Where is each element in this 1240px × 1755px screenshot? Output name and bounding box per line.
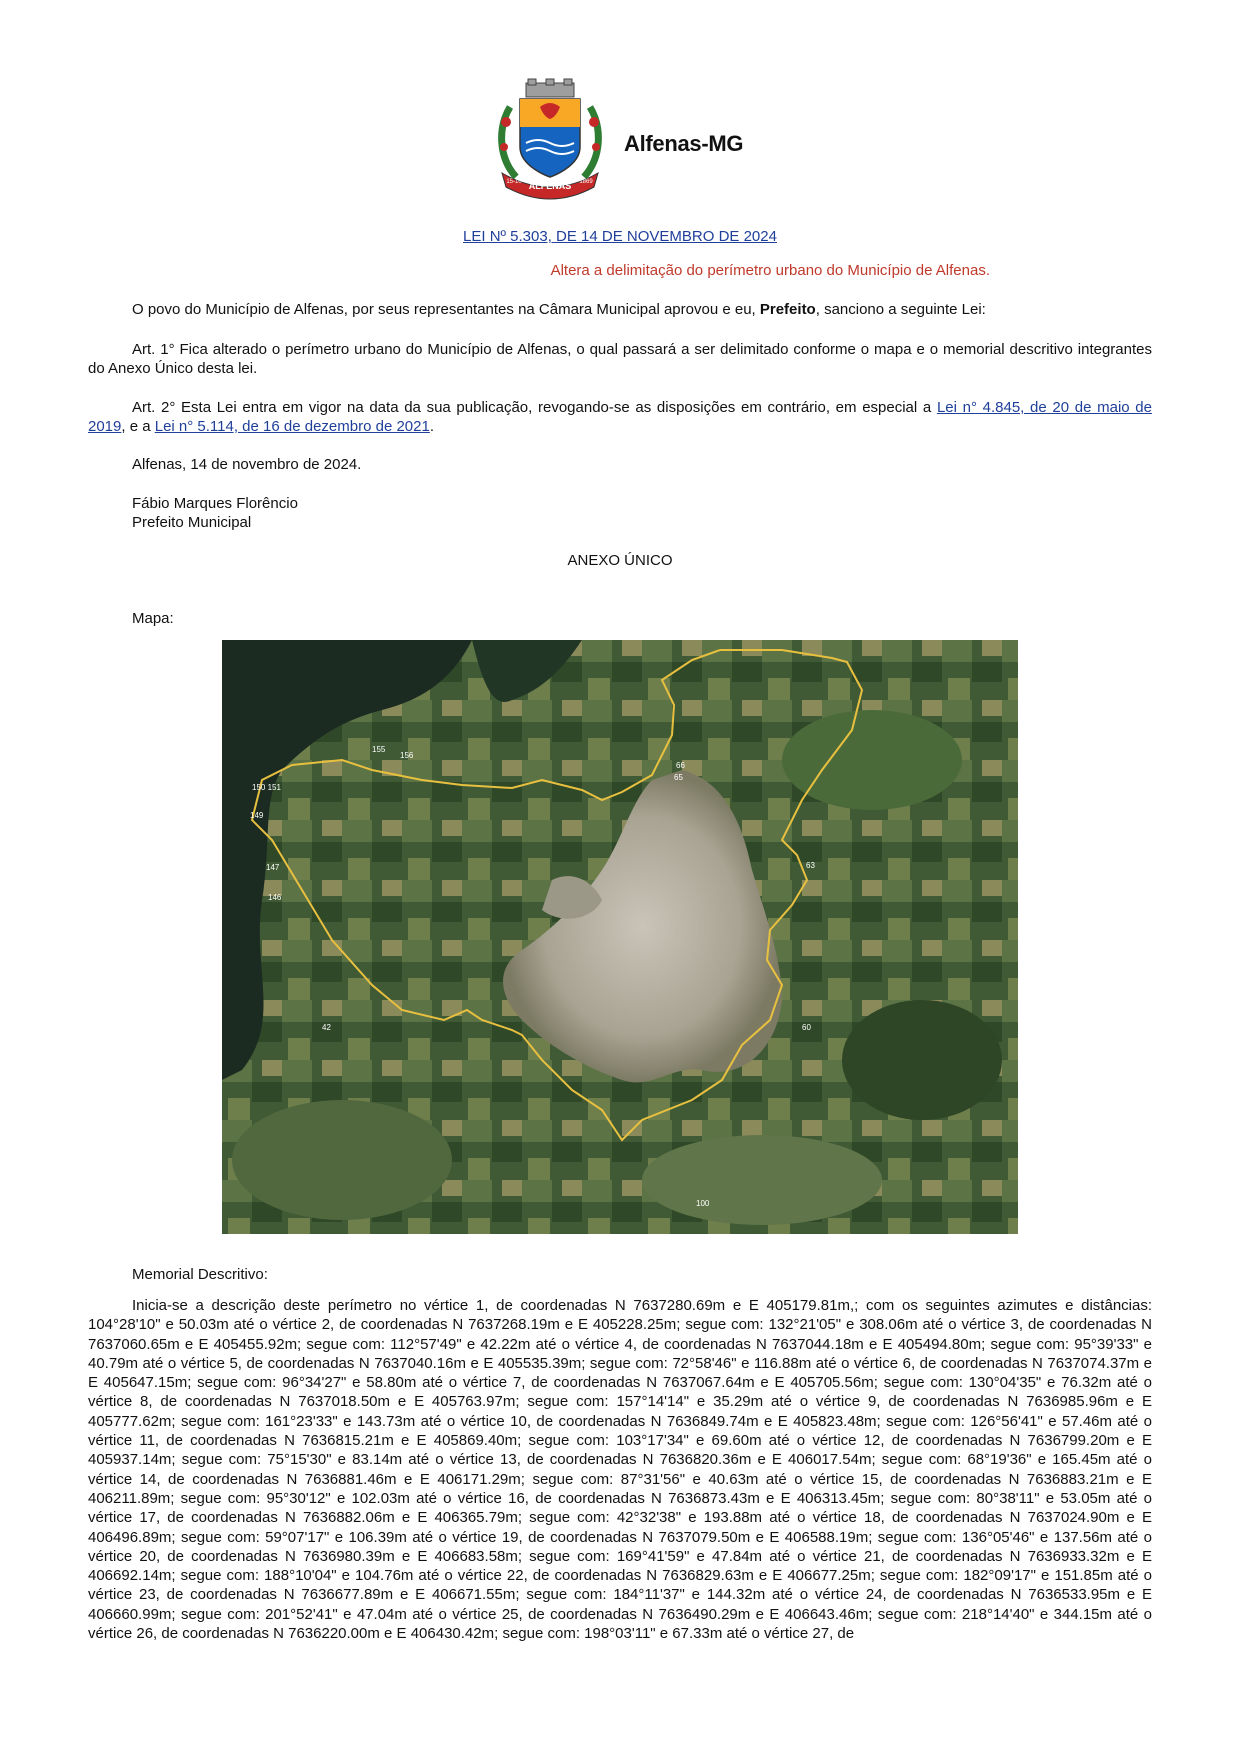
seal-year-left: 15-10 [506, 179, 522, 185]
preamble-before: O povo do Município de Alfenas, por seus representantes na Câmara Municipal aprovou e eu, [132, 301, 760, 318]
law-title-link[interactable]: LEI Nº 5.303, DE 14 DE NOVEMBRO DE 2024 [463, 228, 777, 245]
annex-title: ANEXO ÚNICO [567, 552, 673, 569]
map-vertex-label: 146 [268, 893, 282, 902]
map-vertex-label: 66 [676, 761, 685, 770]
satellite-map-image [222, 640, 1018, 1234]
city-name: Alfenas-MG [624, 131, 744, 156]
preamble-after: , sanciono a seguinte Lei: [815, 301, 986, 318]
signature-name: Fábio Marques Florêncio [132, 495, 298, 512]
law-4845-link[interactable]: Lei n° 4.845, de 20 de maio de 2019 [88, 399, 1152, 435]
article-1: Art. 1° Fica alterado o perímetro urbano do Município de Alfenas, o qual passará a ser delimitado conforme o mapa e o memorial descritivo integrantes do Anexo Único desta lei. [88, 341, 1152, 377]
letterhead [488, 74, 743, 204]
article-2 [88, 398, 1152, 436]
map-vertex-label: 156 [400, 751, 414, 760]
memorial-text: Inicia-se a descrição deste perímetro no vértice 1, de coordenadas N 7637280.69m e E 405179.81m,; com os seguintes azimutes e distâncias: 104°28'10" e 50.03m até o vértice 2, de coordenadas N 7637268.19m e E 405228.25m; segue com: 132°21'05" e 308.06m até o vértice 3, de coordenadas N 7637060.65m e E 405455.92m; segue com: 112°57'49" e 42.22m até o vértice 4, de coordenadas N 7637044.18m e E 405494.80m; segue com: 95°39'33" e 40.79m até o vértice 5, de coordenadas N 7637040.16m e E 405535.39m; segue com: 72°58'46" e 116.88m até o vértice 6, de coordenadas N 7637074.37m e E 405647.15m; segue com: 96°34'27" e 58.80m até o vértice 7, de coordenadas N 7637067.64m e E 405705.56m; segue com: 130°04'35" e 76.32m até o vértice 8, de coordenadas N 7637018.50m e E 405763.97m; segue com: 157°14'14" e 35.29m até o vértice 9, de coordenadas N 7636985.96m e E 405777.62m; segue com: 161°23'33" e 143.73m até o vértice 10, de coordenadas N 7636849.74m e E 405823.48m; segue com: 126°56'41" e 57.46m até o vértice 11, de coordenadas N 7636815.21m e E 405869.40m; segue com: 103°17'34" e 69.60m até o vértice 12, de coordenadas N 7636799.20m e E 405937.14m; segue com: 75°15'30" e 83.14m até o vértice 13, de coordenadas N 7636820.36m e E 406017.54m; segue com: 68°19'36" e 165.45m até o vértice 14, de coordenadas N 7636881.46m e E 406171.29m; segue com: 87°31'56" e 40.63m até o vértice 15, de coordenadas N 7636883.21m e E 406211.89m; segue com: 95°30'12" e 102.03m até o vértice 16, de coordenadas N 7636873.43m e E 406313.45m; segue com: 80°38'11" e 53.05m até o vértice 17, de coordenadas N 7636882.06m e E 406365.79m; segue com: 42°32'38" e 193.88m até o vértice 18, de coordenadas N 7637024.90m e E 406496.89m; segue com: 59°07'17" e 106.39m até o vértice 19, de coordenadas N 7637079.50m e E 406588.19m; segue com: 136°05'46" e 137.56m até o vértice 20, de coordenadas N 7636980.39m e E 406683.58m; segue com: 169°41'59" e 47.84m até o vértice 21, de coordenadas N 7636933.32m e E 406692.14m; segue com: 188°10'04" e 104.76m até o vértice 22, de coordenadas N 7636829.63m e E 406677.25m; segue com: 182°09'17" e 151.85m até o vértice 23, de coordenadas N 7636677.89m e E 406671.55m; segue com: 184°11'37" e 144.32m até o vértice 24, de coordenadas N 7636533.95m e E 406660.99m; segue com: 201°52'41" e 47.04m até o vértice 25, de coordenadas N 7636490.29m e E 406643.46m; segue com: 218°14'40" e 344.15m até o vértice 26, de coordenadas N 7636220.00m e E 406430.42m; segue com: 198°03'11" e 67.33m até o vértice 27, de [88, 1297, 1152, 1643]
map-label: Mapa: [132, 610, 174, 627]
preamble-bold: Prefeito [759, 301, 816, 318]
article-2-after: . [429, 418, 435, 435]
map-vertex-label: 100 [696, 1199, 710, 1208]
map-vertex-label: 63 [806, 861, 815, 870]
date-line: Alfenas, 14 de novembro de 2024. [132, 456, 362, 473]
law-5114-link[interactable]: Lei n° 5.114, de 16 de dezembro de 2021 [154, 418, 430, 435]
map-vertex-label: 42 [322, 1023, 331, 1032]
preamble [88, 300, 1152, 319]
map-vertex-label: 150 151 [252, 783, 281, 792]
article-2-before: Art. 2° Esta Lei entra em vigor na data da sua publicação, revogando-se as disposições em contrário, em especial a [132, 399, 937, 416]
article-2-middle: , e a [121, 418, 155, 435]
law-title [0, 228, 1240, 245]
memorial-label: Memorial Descritivo: [132, 1266, 268, 1283]
seal-year-right: 1869 [579, 179, 593, 185]
law-ementa: Altera a delimitação do perímetro urbano do Município de Alfenas. [550, 262, 990, 279]
perimeter-map [222, 640, 1018, 1234]
coat-of-arms-seal [488, 77, 612, 201]
map-vertex-label: 60 [802, 1023, 811, 1032]
map-vertex-label: 155 [372, 745, 386, 754]
seal-banner-text: ALFENAS [528, 181, 572, 191]
map-vertex-label: 147 [266, 863, 280, 872]
signature-role: Prefeito Municipal [132, 514, 252, 531]
map-vertex-label: 149 [250, 811, 264, 820]
map-vertex-label: 65 [674, 773, 683, 782]
